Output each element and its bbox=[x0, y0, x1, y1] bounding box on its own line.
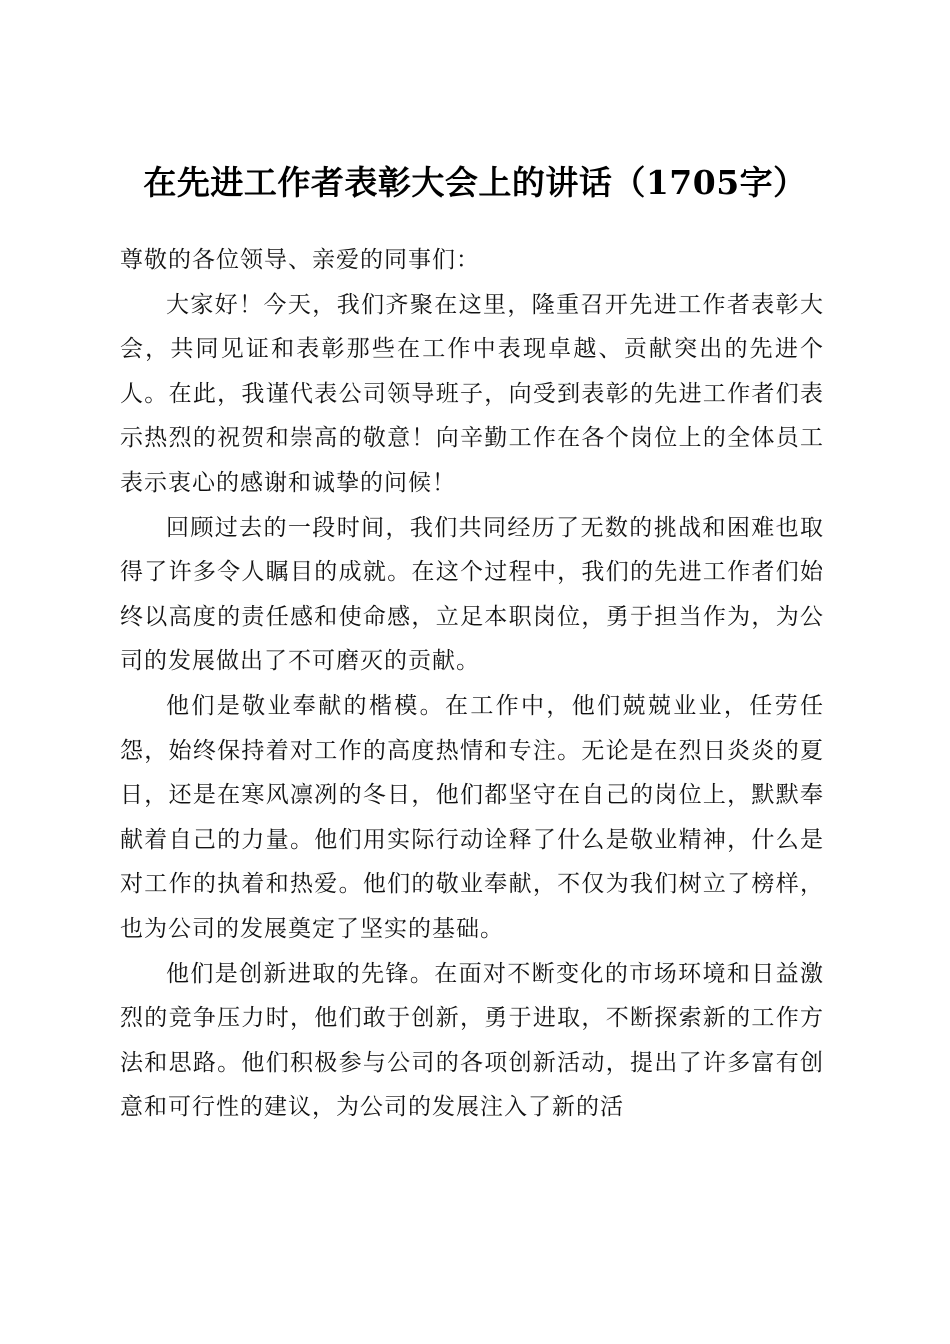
document-body bbox=[120, 238, 824, 1130]
salutation: 尊敬的各位领导、亲爱的同事们： bbox=[120, 247, 480, 273]
paragraph-dedication: 他们是敬业奉献的楷模。在工作中，他们兢兢业业，任劳任怨，始终保持着对工作的高度热情和专注。无论是在烈日炎炎的夏日，还是在寒风凛冽的冬日，他们都坚守在自己的岗位上，默默奉献着自己的力量。他们用实际行动诠释了什么是敬业精神，什么是对工作的执着和热爱。他们的敬业奉献，不仅为我们树立了榜样，也为公司的发展奠定了坚实的基础。 bbox=[120, 692, 824, 942]
document-title: 在先进工作者表彰大会上的讲话（1705字） bbox=[143, 163, 807, 203]
paragraph-innovation: 他们是创新进取的先锋。在面对不断变化的市场环境和日益激烈的竞争压力时，他们敢于创新，勇于进取，不断探索新的工作方法和思路。他们积极参与公司的各项创新活动，提出了许多富有创意和可行性的建议，为公司的发展注入了新的活 bbox=[120, 960, 824, 1121]
paragraph-greeting: 大家好！今天，我们齐聚在这里，隆重召开先进工作者表彰大会，共同见证和表彰那些在工作中表现卓越、贡献突出的先进个人。在此，我谨代表公司领导班子，向受到表彰的先进工作者们表示热烈的祝贺和崇高的敬意！向辛勤工作在各个岗位上的全体员工表示衷心的感谢和诚挚的问候！ bbox=[120, 291, 824, 496]
paragraph-review: 回顾过去的一段时间，我们共同经历了无数的挑战和困难也取得了许多令人瞩目的成就。在这个过程中，我们的先进工作者们始终以高度的责任感和使命感，立足本职岗位，勇于担当作为，为公司的发展做出了不可磨灭的贡献。 bbox=[120, 514, 824, 675]
